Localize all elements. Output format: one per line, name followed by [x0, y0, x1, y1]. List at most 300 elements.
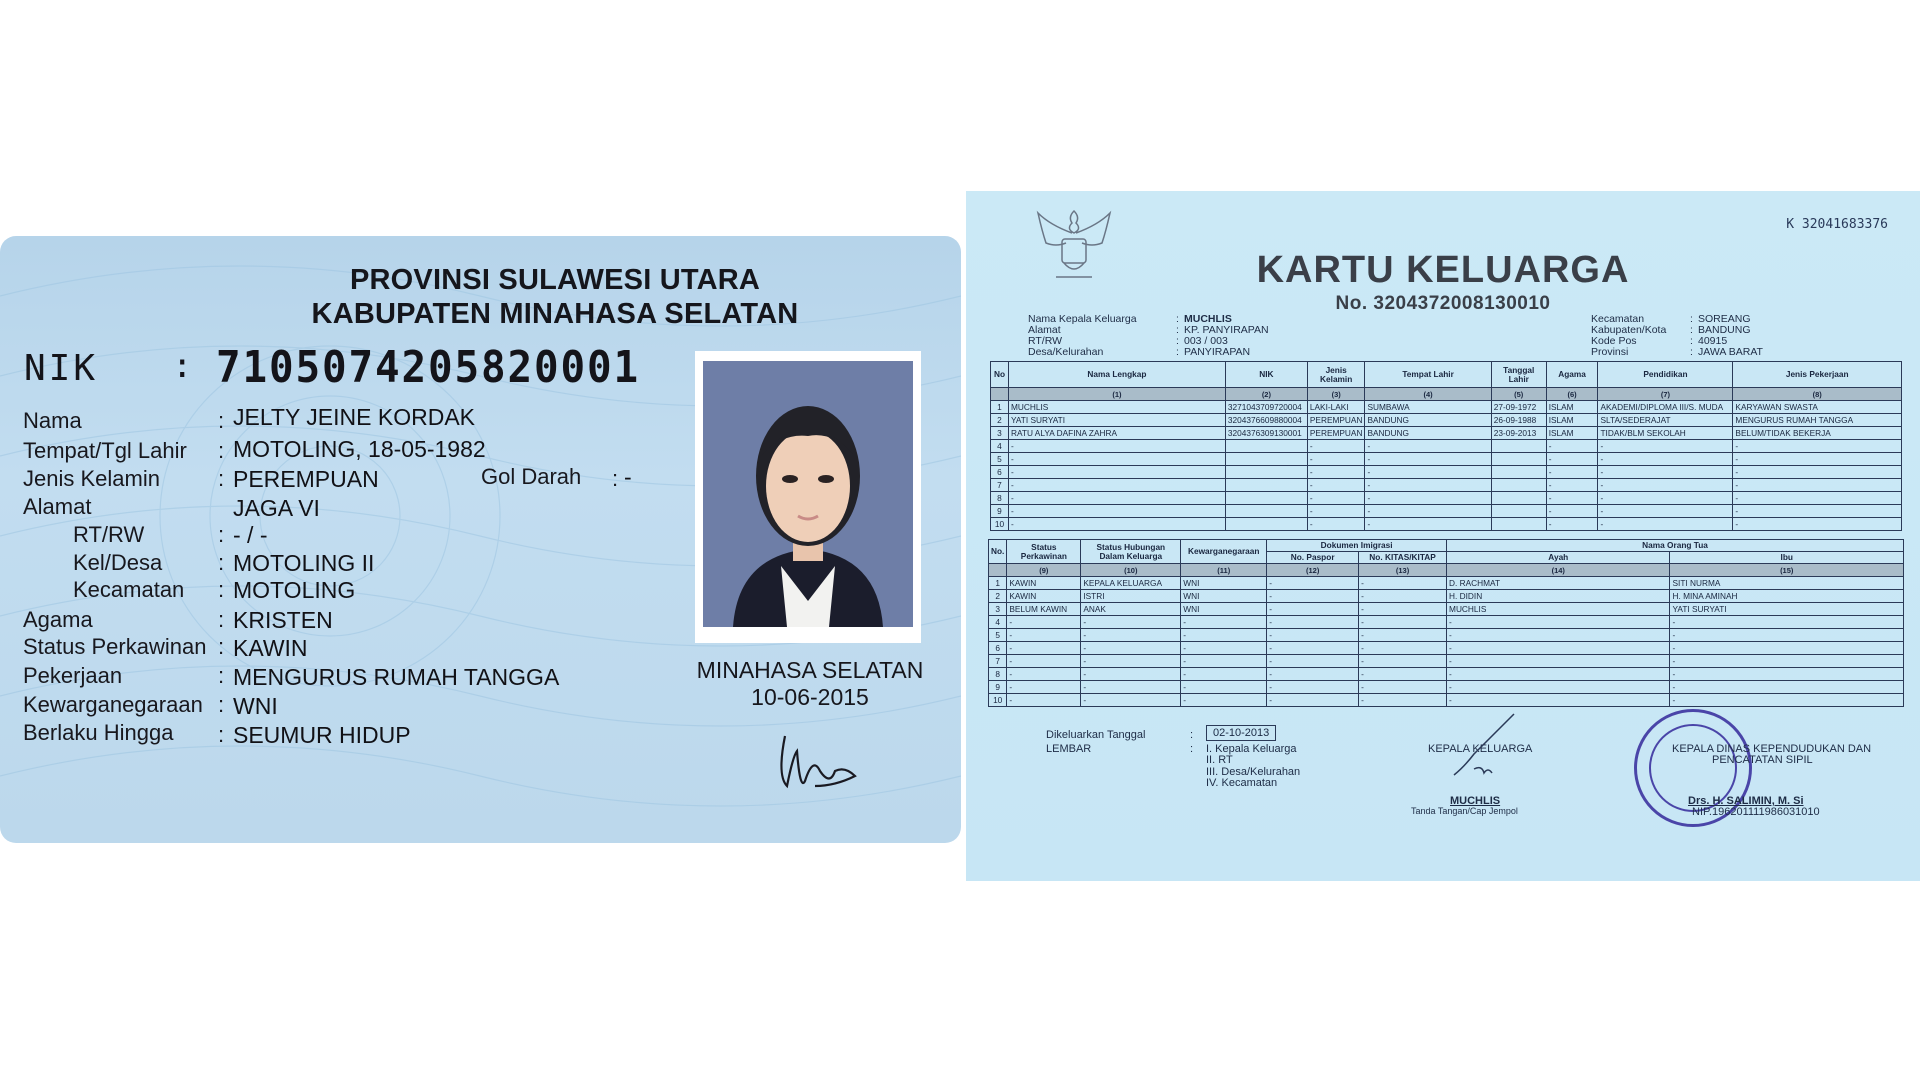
col-header: NIK — [1225, 362, 1307, 388]
table-cell: 6 — [991, 466, 1009, 479]
kk-number: No. 3204372008130010 — [1335, 293, 1551, 314]
address-value: KP. PANYIRAPAN — [1184, 324, 1269, 336]
col-header: Tanggal Lahir — [1491, 362, 1546, 388]
table-cell: - — [1008, 492, 1225, 505]
col-number: (12) — [1267, 564, 1359, 577]
table-cell: - — [1267, 629, 1359, 642]
col-header: Ibu — [1670, 552, 1904, 564]
table-cell: 2 — [991, 414, 1009, 427]
table-cell: - — [1181, 616, 1267, 629]
table-cell: WNI — [1181, 577, 1267, 590]
table-cell — [1225, 518, 1307, 531]
table-cell: - — [1359, 603, 1447, 616]
table-cell: - — [1008, 466, 1225, 479]
table-cell: - — [1081, 694, 1181, 707]
table-cell: - — [1081, 681, 1181, 694]
table-cell: - — [1365, 518, 1491, 531]
table-row — [991, 466, 1902, 479]
table-cell: - — [1359, 655, 1447, 668]
col-number — [989, 564, 1007, 577]
table-cell: ISLAM — [1546, 427, 1598, 440]
table-cell: - — [1670, 694, 1904, 707]
portrait-photo — [703, 361, 913, 627]
table-row — [989, 668, 1904, 681]
table-cell: PEREMPUAN — [1307, 427, 1365, 440]
table-cell: - — [1365, 492, 1491, 505]
dinas-label: KEPALA DINAS KEPENDUDUKAN DAN — [1672, 743, 1872, 755]
table-cell — [1225, 440, 1307, 453]
kk-title: KARTU KELUARGA — [1256, 249, 1630, 291]
table-cell: - — [1359, 590, 1447, 603]
kepala-keluarga-label: KEPALA KELUARGA — [1428, 743, 1533, 755]
table-cell — [1491, 492, 1546, 505]
label-berlaku-hingga: Berlaku Hingga — [23, 720, 174, 745]
table-cell: H. MINA AMINAH — [1670, 590, 1904, 603]
table-cell: WNI — [1181, 603, 1267, 616]
holder-signature — [775, 716, 875, 806]
table-cell: - — [1307, 492, 1365, 505]
col-number: (3) — [1307, 388, 1365, 401]
table-cell: BELUM KAWIN — [1007, 603, 1081, 616]
table-cell — [1225, 453, 1307, 466]
table-cell: 2 — [989, 590, 1007, 603]
table-cell: - — [1365, 453, 1491, 466]
table-cell: - — [1546, 518, 1598, 531]
family-status-table — [988, 539, 1904, 707]
col-number: (13) — [1359, 564, 1447, 577]
table-row — [991, 518, 1902, 531]
col-number: (8) — [1733, 388, 1902, 401]
table-cell: 7 — [989, 655, 1007, 668]
table-cell: - — [1307, 440, 1365, 453]
table-cell — [1225, 479, 1307, 492]
lembar-item: IV. Kecamatan — [1206, 777, 1278, 789]
col-header: Kewarganegaraan — [1181, 540, 1267, 564]
table-cell: - — [1081, 629, 1181, 642]
table-cell: - — [1007, 694, 1081, 707]
table-row — [991, 453, 1902, 466]
col-header: Tempat Lahir — [1365, 362, 1491, 388]
table-cell: - — [1447, 668, 1670, 681]
table-cell: 10 — [989, 694, 1007, 707]
table-row — [991, 505, 1902, 518]
table-cell: 4 — [989, 616, 1007, 629]
ktp-province: PROVINSI SULAWESI UTARA — [349, 264, 761, 296]
table-cell: - — [1267, 655, 1359, 668]
table-cell: - — [1598, 466, 1733, 479]
official-nip: NIP.196201111986031010 — [1692, 806, 1820, 818]
col-number: (5) — [1491, 388, 1546, 401]
table-cell: - — [1081, 668, 1181, 681]
table-cell: BELUM/TIDAK BEKERJA — [1733, 427, 1902, 440]
col-number: (2) — [1225, 388, 1307, 401]
table-cell: YATI SURYATI — [1670, 603, 1904, 616]
table-cell: - — [1447, 616, 1670, 629]
table-cell: - — [1267, 668, 1359, 681]
table-cell — [1491, 466, 1546, 479]
official-name: Drs. H. SALIMIN, M. Si — [1688, 795, 1804, 807]
value-nama: JELTY JEINE KORDAK — [233, 404, 475, 430]
table-cell: - — [1733, 466, 1902, 479]
portrait-illustration — [703, 361, 913, 627]
table-cell: KEPALA KELUARGA — [1081, 577, 1181, 590]
table-cell: 5 — [989, 629, 1007, 642]
table-row — [991, 401, 1902, 414]
table-cell: - — [1081, 642, 1181, 655]
table-row — [991, 492, 1902, 505]
table-cell: - — [1007, 642, 1081, 655]
table-row — [991, 414, 1902, 427]
table-cell: 1 — [991, 401, 1009, 414]
nik-value: 7105074205820001 — [216, 342, 640, 393]
col-header: Jenis Kelamin — [1307, 362, 1365, 388]
issued-date: 02-10-2013 — [1206, 725, 1276, 741]
dinas-label-2: PENCATATAN SIPIL — [1712, 754, 1813, 766]
table-cell: - — [1007, 655, 1081, 668]
table-row — [989, 642, 1904, 655]
col-header: Agama — [1546, 362, 1598, 388]
col-header: No. — [989, 540, 1007, 564]
table-cell: 7 — [991, 479, 1009, 492]
value-pekerjaan: MENGURUS RUMAH TANGGA — [233, 664, 560, 690]
table-cell: KARYAWAN SWASTA — [1733, 401, 1902, 414]
table-cell: 4 — [991, 440, 1009, 453]
table-cell: - — [1733, 492, 1902, 505]
lembar-item: III. Desa/Kelurahan — [1206, 766, 1301, 778]
lembar-item: I. Kepala Keluarga — [1206, 743, 1297, 755]
table-cell: - — [1598, 453, 1733, 466]
table-row — [991, 479, 1902, 492]
table-cell: - — [1181, 629, 1267, 642]
value-agama: KRISTEN — [233, 607, 333, 633]
table-cell: - — [1670, 655, 1904, 668]
table-cell: - — [1307, 518, 1365, 531]
table-cell — [1225, 466, 1307, 479]
table-cell: - — [1267, 616, 1359, 629]
issue-date: 10-06-2015 — [751, 684, 869, 710]
head-name-value: MUCHLIS — [1184, 313, 1232, 325]
value-kewarganegaraan: WNI — [233, 693, 278, 719]
table-cell: 27-09-1972 — [1491, 401, 1546, 414]
issue-place: MINAHASA SELATAN — [696, 657, 924, 683]
value-kecamatan: MOTOLING — [233, 577, 356, 603]
label-agama: Agama — [23, 607, 93, 632]
value-tempat-tgl-lahir: MOTOLING, 18-05-1982 — [233, 436, 486, 462]
col-number: (7) — [1598, 388, 1733, 401]
label-alamat: Alamat — [23, 494, 92, 519]
table-cell: RATU ALYA DAFINA ZAHRA — [1008, 427, 1225, 440]
kodepos-value: 40915 — [1698, 335, 1728, 347]
col-header: Jenis Pekerjaan — [1733, 362, 1902, 388]
table-cell: - — [1733, 440, 1902, 453]
kartu-keluarga: K 32041683376 KARTU KELUARGA No. 3204372008130010 Nama Kepala Keluarga : MUCHLIS Alamat : KP. PANYIRAPAN RT/RW : 003 / 003 Desa/Kelurahan : PANYIRAPAN Kecamatan : SOREANG Kabupaten/Kota : BANDUNG Kode Pos : 40915 Provinsi : JAWA BARAT No Nama Lengkap NIK Jenis Kelamin Tempat Lahir Tanggal Lahir Agama Pendidikan Jenis Pekerjaan (1) (2) (3) (4) (5) (6) (7) (8) 1 MUCHLIS 3271043709720004 LAKI-LAKI SUMBAWA 27-09-1972 ISLAM AKADEMI/DIPLOMA III/S. MUDA KARYAWAN SWASTA 2 YATI SURYATI 3204376609880004 PEREMPUAN BANDUNG 26-09-1988 ISLAM SLTA/SEDERAJAT MENGURUS RUMAH TANGGA 3 RATU ALYA DAFINA ZAHRA 3204376309130001 PEREMPUAN BANDUNG 23-09-2013 ISLAM TIDAK/BLM SEKOLAH BELUM/TIDAK BEKERJA 4 - - - - - - 5 - - - - - - 6 - - - - - - 7 - - - - - - 8 - - - - - - 9 - - - - - - 10 - - - - - - No. Status Perkawinan Status Hubungan Dalam Keluarga Kewarganegaraan Dokumen Imigrasi Nama Orang Tua No. Paspor No. KITAS/KITAP Ayah Ibu (9) (10) (11) (12) (13) (14) (15) 1 KAWIN KEPALA KELUARGA WNI - - D. RACHMAT SITI NURMA 2 KAWIN ISTRI WNI - - H. DIDIN H. MINA AMINAH 3 BELUM KAWIN ANAK WNI - - MUCHLIS YATI SURYATI 4 - - - - - - - 5 - - - - - - - 6 - - - - - - - 7 - - - - - - - 8 - - - - - - - 9 - - - - - - - 10 - - - - - - - Dikeluarkan Tanggal : 02-10-2013 LEMBAR : I. Kepala Keluarga II. RT III. Desa/Kelurahan IV. Kecamatan KEPALA KELUARGA MUCHLIS Tanda Tangan/Cap Jempol KEPALA DINAS KEPENDUDUKAN DAN PENCATATAN SIPIL Drs. H. SALIMIN, M. Si NIP.196201111986031010 — [966, 191, 1920, 881]
table-cell: AKADEMI/DIPLOMA III/S. MUDA — [1598, 401, 1733, 414]
table-cell: - — [1081, 616, 1181, 629]
table-cell: MENGURUS RUMAH TANGGA — [1733, 414, 1902, 427]
kk-serial-number: K 32041683376 — [1786, 217, 1888, 232]
label-pekerjaan: Pekerjaan — [23, 663, 123, 688]
issued-label: Dikeluarkan Tanggal — [1046, 729, 1146, 741]
table-cell: - — [1181, 681, 1267, 694]
value-rt-rw: - / - — [233, 522, 268, 548]
table-cell: - — [1598, 479, 1733, 492]
table-cell: - — [1670, 681, 1904, 694]
col-number: (11) — [1181, 564, 1267, 577]
col-header: No. Paspor — [1267, 552, 1359, 564]
table-cell: - — [1598, 492, 1733, 505]
col-number: (9) — [1007, 564, 1081, 577]
table-cell: H. DIDIN — [1447, 590, 1670, 603]
col-header: Pendidikan — [1598, 362, 1733, 388]
table-cell: 3204376609880004 — [1225, 414, 1307, 427]
table-cell: 9 — [991, 505, 1009, 518]
label-kecamatan: Kecamatan — [73, 577, 185, 602]
table-cell: - — [1365, 440, 1491, 453]
table-row — [989, 616, 1904, 629]
table-cell: - — [1007, 681, 1081, 694]
col-number: (4) — [1365, 388, 1491, 401]
table-cell: - — [1181, 642, 1267, 655]
table-cell: PEREMPUAN — [1307, 414, 1365, 427]
lembar-item: II. RT — [1206, 754, 1233, 766]
table-cell: D. RACHMAT — [1447, 577, 1670, 590]
table-cell: - — [1008, 505, 1225, 518]
table-cell: - — [1008, 518, 1225, 531]
desa-label: Desa/Kelurahan — [1028, 346, 1104, 358]
table-cell: - — [1181, 694, 1267, 707]
table-cell: - — [1359, 616, 1447, 629]
table-row — [989, 655, 1904, 668]
table-cell: 8 — [989, 668, 1007, 681]
value-berlaku-hingga: SEUMUR HIDUP — [233, 722, 411, 748]
table-cell: 3204376309130001 — [1225, 427, 1307, 440]
table-cell: BANDUNG — [1365, 414, 1491, 427]
table-row — [989, 629, 1904, 642]
col-number — [991, 388, 1009, 401]
desa-value: PANYIRAPAN — [1184, 346, 1251, 358]
ktp-regency: KABUPATEN MINAHASA SELATAN — [311, 298, 799, 330]
table-cell: - — [1447, 655, 1670, 668]
table-cell: - — [1307, 453, 1365, 466]
table-cell: 3271043709720004 — [1225, 401, 1307, 414]
col-number: (15) — [1670, 564, 1904, 577]
table-row — [989, 694, 1904, 707]
col-header: Nama Lengkap — [1008, 362, 1225, 388]
table-cell: - — [1447, 629, 1670, 642]
kepala-signature — [1434, 709, 1524, 789]
provinsi-label: Provinsi — [1591, 346, 1629, 358]
label-jenis-kelamin: Jenis Kelamin — [23, 466, 160, 491]
table-row — [991, 440, 1902, 453]
provinsi-value: JAWA BARAT — [1698, 346, 1763, 358]
label-rt-rw: RT/RW — [73, 522, 145, 547]
kabupaten-label: Kabupaten/Kota — [1591, 324, 1667, 336]
table-cell: LAKI-LAKI — [1307, 401, 1365, 414]
table-cell: SLTA/SEDERAJAT — [1598, 414, 1733, 427]
table-cell: - — [1008, 453, 1225, 466]
signature-caption: Tanda Tangan/Cap Jempol — [1411, 806, 1518, 816]
table-cell: - — [1267, 694, 1359, 707]
lembar-label: LEMBAR — [1046, 743, 1092, 755]
table-cell: - — [1267, 642, 1359, 655]
table-cell — [1491, 440, 1546, 453]
table-cell: - — [1307, 505, 1365, 518]
table-row — [989, 681, 1904, 694]
value-status-perkawinan: KAWIN — [233, 635, 308, 661]
table-cell — [1225, 492, 1307, 505]
table-cell: - — [1307, 479, 1365, 492]
col-header: Nama Orang Tua — [1447, 540, 1904, 552]
table-cell: ISTRI — [1081, 590, 1181, 603]
table-cell: - — [1007, 616, 1081, 629]
table-cell: - — [1546, 453, 1598, 466]
table-cell: - — [1670, 668, 1904, 681]
table-cell: 6 — [989, 642, 1007, 655]
value-kel-desa: MOTOLING II — [233, 550, 375, 576]
kecamatan-label: Kecamatan — [1591, 313, 1645, 325]
table-cell: - — [1267, 590, 1359, 603]
label-gol-darah: Gol Darah — [481, 464, 582, 489]
table-cell: - — [1365, 505, 1491, 518]
col-header: Dokumen Imigrasi — [1267, 540, 1447, 552]
col-header: Ayah — [1447, 552, 1670, 564]
table-cell: - — [1670, 629, 1904, 642]
kabupaten-value: BANDUNG — [1698, 324, 1751, 336]
table-cell: KAWIN — [1007, 577, 1081, 590]
table-row — [989, 603, 1904, 616]
table-cell: 3 — [989, 603, 1007, 616]
table-cell: - — [1598, 505, 1733, 518]
table-cell: - — [1733, 505, 1902, 518]
table-cell: - — [1546, 492, 1598, 505]
table-cell: 1 — [989, 577, 1007, 590]
table-cell: 10 — [991, 518, 1009, 531]
table-cell: - — [1365, 466, 1491, 479]
kepala-name: MUCHLIS — [1450, 795, 1501, 807]
table-cell: - — [1733, 453, 1902, 466]
table-cell: WNI — [1181, 590, 1267, 603]
table-cell — [1225, 505, 1307, 518]
label-nama: Nama — [23, 408, 82, 433]
table-cell: SUMBAWA — [1365, 401, 1491, 414]
rtrw-value: 003 / 003 — [1184, 335, 1228, 347]
head-name-label: Nama Kepala Keluarga — [1028, 313, 1137, 325]
table-cell: - — [1447, 694, 1670, 707]
table-cell: - — [1359, 668, 1447, 681]
table-cell: - — [1267, 681, 1359, 694]
table-cell: 26-09-1988 — [1491, 414, 1546, 427]
value-jenis-kelamin: PEREMPUAN — [233, 466, 379, 492]
table-row — [989, 577, 1904, 590]
table-cell: - — [1007, 668, 1081, 681]
table-cell: - — [1670, 616, 1904, 629]
table-cell: - — [1008, 440, 1225, 453]
table-cell: - — [1267, 577, 1359, 590]
table-cell: - — [1081, 655, 1181, 668]
table-cell: 3 — [991, 427, 1009, 440]
table-cell: - — [1181, 655, 1267, 668]
table-cell: - — [1359, 694, 1447, 707]
table-cell: - — [1365, 479, 1491, 492]
table-cell: TIDAK/BLM SEKOLAH — [1598, 427, 1733, 440]
table-cell: - — [1359, 642, 1447, 655]
table-cell: - — [1359, 577, 1447, 590]
table-cell: MUCHLIS — [1008, 401, 1225, 414]
rtrw-label: RT/RW — [1028, 335, 1063, 347]
label-kewarganegaraan: Kewarganegaraan — [23, 692, 203, 717]
family-members-table — [990, 361, 1902, 531]
table-row — [989, 590, 1904, 603]
address-label: Alamat — [1028, 324, 1061, 336]
table-cell — [1491, 505, 1546, 518]
table-cell: - — [1598, 440, 1733, 453]
table-cell: - — [1598, 518, 1733, 531]
table-row — [991, 427, 1902, 440]
label-status-perkawinan: Status Perkawinan — [23, 634, 207, 659]
table-cell: MUCHLIS — [1447, 603, 1670, 616]
table-cell: - — [1267, 603, 1359, 616]
col-header: Status Hubungan Dalam Keluarga — [1081, 540, 1181, 564]
table-cell: - — [1307, 466, 1365, 479]
col-number: (14) — [1447, 564, 1670, 577]
col-number: (6) — [1546, 388, 1598, 401]
label-tempat-tgl-lahir: Tempat/Tgl Lahir — [23, 438, 187, 463]
value-alamat: JAGA VI — [233, 495, 320, 521]
table-cell: - — [1359, 681, 1447, 694]
nik-colon: : — [172, 346, 193, 386]
value-gol-darah: - — [624, 464, 632, 490]
table-cell: 8 — [991, 492, 1009, 505]
table-cell: SITI NURMA — [1670, 577, 1904, 590]
table-cell: - — [1733, 518, 1902, 531]
table-cell: - — [1546, 479, 1598, 492]
table-cell: ISLAM — [1546, 414, 1598, 427]
ktp-card: PROVINSI SULAWESI UTARA KABUPATEN MINAHASA SELATAN NIK : 7105074205820001 Nama : JELTY JEINE KORDAK Tempat/Tgl Lahir : MOTOLING, 18-05-1982 Jenis Kelamin : PEREMPUAN Gol Darah : - Alamat JAGA VI RT/RW : - / - Kel/Desa : MOTOLING II Kecamatan : MOTOLING Agama : KRISTEN Status Perkawinan : KAWIN Pekerjaan : MENGURUS RUMAH TANGGA Kewarganegaraan : WNI Berlaku Hingga : SEUMUR HIDUP MINAHASA SELATAN 10-06-2015 — [0, 236, 961, 843]
table-cell: YATI SURYATI — [1008, 414, 1225, 427]
table-cell — [1491, 518, 1546, 531]
table-cell — [1491, 479, 1546, 492]
table-cell: KAWIN — [1007, 590, 1081, 603]
table-cell: - — [1447, 642, 1670, 655]
table-cell: - — [1546, 505, 1598, 518]
label-kel-desa: Kel/Desa — [73, 550, 163, 575]
table-cell: 5 — [991, 453, 1009, 466]
nik-label: NIK — [24, 348, 99, 389]
table-cell: ISLAM — [1546, 401, 1598, 414]
photo-frame — [695, 351, 921, 643]
col-header: No — [991, 362, 1009, 388]
col-header: Status Perkawinan — [1007, 540, 1081, 564]
table-cell: - — [1181, 668, 1267, 681]
table-cell: 9 — [989, 681, 1007, 694]
kecamatan-value: SOREANG — [1698, 313, 1751, 325]
table-cell: 23-09-2013 — [1491, 427, 1546, 440]
table-cell — [1491, 453, 1546, 466]
table-cell: - — [1670, 642, 1904, 655]
col-header: No. KITAS/KITAP — [1359, 552, 1447, 564]
table-cell: - — [1546, 440, 1598, 453]
col-number: (10) — [1081, 564, 1181, 577]
table-cell: BANDUNG — [1365, 427, 1491, 440]
col-number: (1) — [1008, 388, 1225, 401]
table-cell: - — [1007, 629, 1081, 642]
table-cell: - — [1447, 681, 1670, 694]
table-cell: - — [1359, 629, 1447, 642]
table-cell: - — [1008, 479, 1225, 492]
table-cell: - — [1546, 466, 1598, 479]
table-cell: ANAK — [1081, 603, 1181, 616]
table-cell: - — [1733, 479, 1902, 492]
